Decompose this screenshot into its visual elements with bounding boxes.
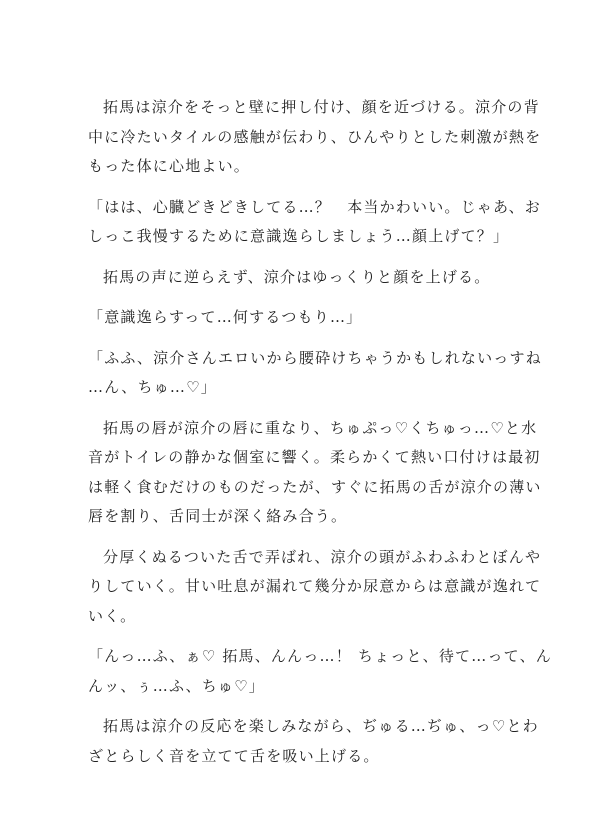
text-line: 「ふふ、涼介さんエロいから腰砕けちゃうかもしれないっすね xyxy=(88,348,542,367)
text-line: 「はは、心臓どきどきしてる…？ 本当かわいい。じゃあ、お xyxy=(88,197,542,216)
text-line: んッ、ぅ…ふ、ちゅ♡」 xyxy=(88,676,265,695)
text-line: しっこ我慢するために意識逸らしましょう…顔上げて？」 xyxy=(88,227,510,245)
narration-paragraph xyxy=(88,263,518,293)
narration-paragraph xyxy=(88,712,539,771)
dialogue-paragraph xyxy=(88,642,552,701)
text-line: 唇を割り、舌同士が深く絡み合う。 xyxy=(88,507,348,525)
text-line: 「んっ…ふ、ぁ♡ 拓馬、んんっ…！ ちょっと、待て…って、ん xyxy=(88,647,552,665)
narration-paragraph xyxy=(88,414,542,532)
text-line: いく。 xyxy=(88,606,137,625)
text-line: ざとらしく音を立てて舌を吸い上げる。 xyxy=(88,746,380,765)
text-line: 音がトイレの静かな個室に響く。柔らかくて熱い口付けは最初 xyxy=(88,448,541,466)
text-line: 中に冷たいタイルの感触が伝わり、ひんやりとした刺激が熱を xyxy=(88,127,542,146)
text-line: りしていく。甘い吐息が漏れて幾分か尿意からは意識が逸れて xyxy=(88,577,542,595)
narration-paragraph xyxy=(88,543,542,632)
text-line: 拓馬の声に逆らえず、涼介はゆっくりと顔を上げる。 xyxy=(103,267,491,286)
dialogue-paragraph xyxy=(88,303,518,333)
text-line: 拓馬は涼介をそっと壁に押し付け、顔を近づける。涼介の背 xyxy=(103,98,540,116)
dialogue-paragraph xyxy=(88,193,542,252)
text-line: 拓馬は涼介の反応を楽しみながら、ぢゅる…ぢゅ、っ♡とわ xyxy=(103,717,539,735)
text-line: …ん、ちゅ…♡」 xyxy=(88,378,217,396)
text-line: 「意識逸らすって…何するつもり…」 xyxy=(88,308,363,326)
text-line: 分厚くぬるついた舌で弄ばれ、涼介の頭がふわふわとぼんや xyxy=(103,547,542,566)
text-line: もった体に心地よい。 xyxy=(88,157,251,175)
text-line: 拓馬の唇が涼介の唇に重なり、ちゅぷっ♡くちゅっ…♡と水 xyxy=(103,418,538,437)
text-line: は軽く食むだけのものだったが、すぐに拓馬の舌が涼介の薄い xyxy=(88,477,542,496)
dialogue-paragraph xyxy=(88,344,542,403)
narration-paragraph xyxy=(88,93,542,182)
body-text xyxy=(88,93,552,782)
